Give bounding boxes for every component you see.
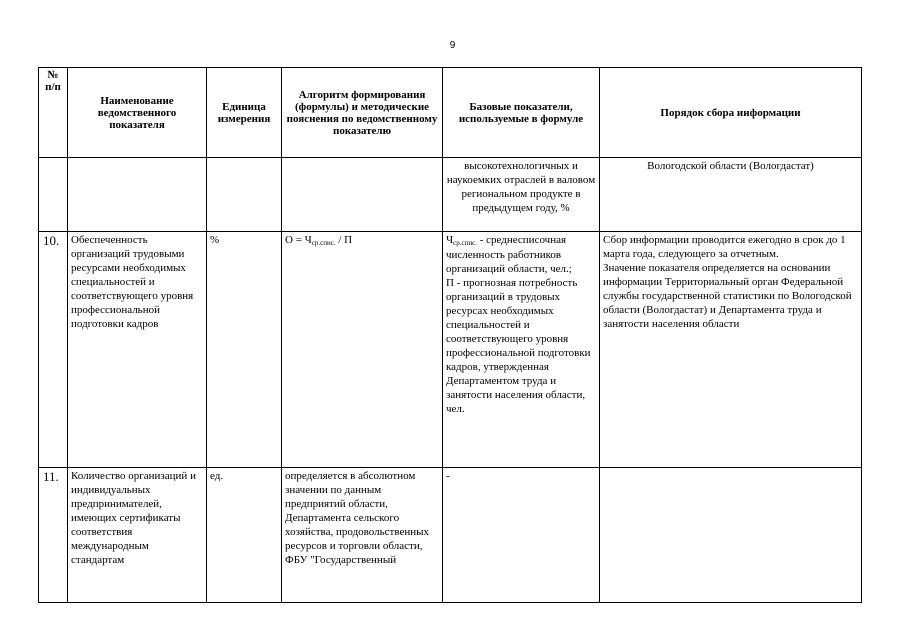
header-name: Наименование ведомственного показателя bbox=[68, 68, 207, 158]
continuation-base: высокотехнологичных и наукоемких отраслей в валовом региональном продукте в предыдущем году, % bbox=[443, 158, 600, 232]
indicator-name: Обеспеченность организаций трудовыми ресурсами необходимых специальностей и соответствующего уровня профессиональной подготовки кадров bbox=[68, 232, 207, 468]
indicators-table bbox=[38, 67, 862, 603]
page-number: 9 bbox=[449, 40, 456, 51]
algorithm: определяется в абсолютном значении по данным предприятий области, Департамента сельского хозяйства, продовольственных ресурсов и торговли области, ФБУ "Государственный bbox=[282, 468, 443, 603]
collection-order bbox=[600, 468, 862, 603]
header-num: № п/п bbox=[39, 68, 68, 158]
header-row bbox=[39, 68, 862, 158]
continuation-row bbox=[39, 158, 862, 232]
base-indicators: - bbox=[443, 468, 600, 603]
continuation-order: Вологодской области (Вологдастат) bbox=[600, 158, 862, 232]
header-algorithm: Алгоритм формирования (формулы) и методические пояснения по ведомственному показателю bbox=[282, 68, 443, 158]
table-row bbox=[39, 468, 862, 603]
unit: % bbox=[207, 232, 282, 468]
row-number: 11. bbox=[39, 468, 68, 603]
table-row bbox=[39, 232, 862, 468]
header-base: Базовые показатели, используемые в формуле bbox=[443, 68, 600, 158]
unit: ед. bbox=[207, 468, 282, 603]
base-indicators: Чср.спис. - среднесписочная численность работников организаций области, чел.; П - прогнозная потребность организаций в трудовых ресурсах необходимых специальностей и соответствующего уровня профессиональной подготовки кадров, утвержденная Департаментом труда и занятости населения области, чел. bbox=[443, 232, 600, 468]
header-unit: Единица измерения bbox=[207, 68, 282, 158]
indicator-name: Количество организаций и индивидуальных предпринимателей, имеющих сертификаты соответствия международным стандартам bbox=[68, 468, 207, 603]
row-number: 10. bbox=[39, 232, 68, 468]
header-order: Порядок сбора информации bbox=[600, 68, 862, 158]
formula: О = Чср.спис. / П bbox=[282, 232, 443, 468]
collection-order: Сбор информации проводится ежегодно в срок до 1 марта года, следующего за отчетным. Значение показателя определяется на основании информации Территориальный орган Федеральной службы государственной статистики по Вологодской области (Вологдастат) и Департамента труда и занятости населения области bbox=[600, 232, 862, 468]
